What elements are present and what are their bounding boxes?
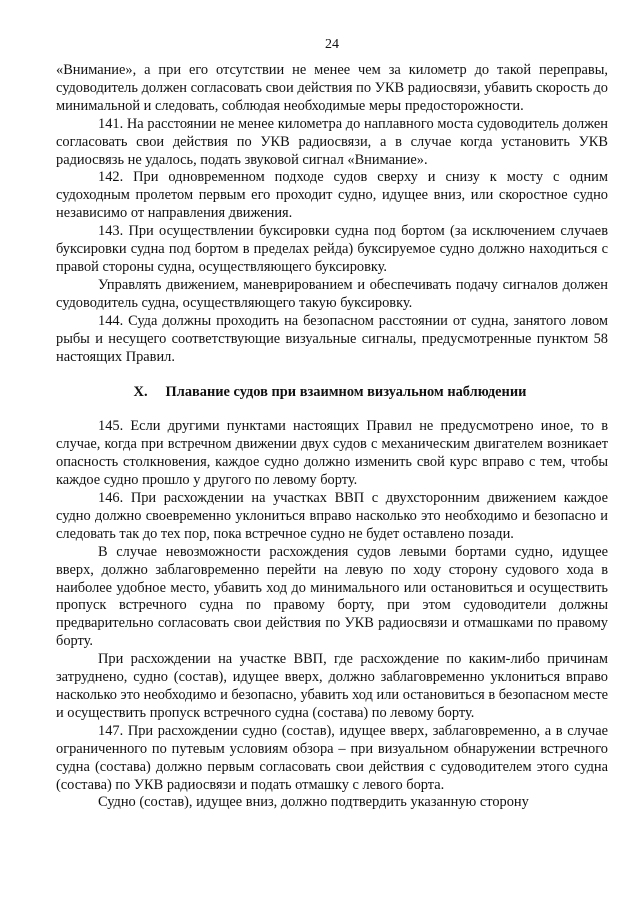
- paragraph-143: 143. При осуществлении буксировки судна под бортом (за исключением случаев буксировки судна под бортом в пределах рейда) буксируемое судно должно находиться с правой стороны судна, осуществляющего буксировку.: [56, 223, 608, 275]
- paragraph-141: 141. На расстоянии не менее километра до наплавного моста судоводитель должен согласовать свои действия по УКВ радиосвязи, а в случае когда установить УКВ радиосвязь не удалось, подать звуковой сигнал «Внимание».: [56, 115, 608, 168]
- paragraph-144: 144. Суда должны проходить на безопасном расстоянии от судна, занятого ловом рыбы и несущего соответствующие визуальные сигналы, предусмотренные пунктом 58 настоящих Правил.: [56, 312, 608, 365]
- paragraph-146-difficult: При расхождении на участке ВВП, где расхождение по каким-либо причинам затруднено, судно (состав), идущее вверх, должно заблаговременно уклониться вправо насколько это необходимо и безопасно, убавить ход или остановиться в безопасном месте и осуществить пропуск встречного судна (состава) по левому борту.: [56, 651, 608, 721]
- paragraph-146: 146. При расхождении на участках ВВП с двухсторонним движением каждое судно должно своевременно уклониться вправо насколько это необходимо и безопасно и следовать так до тех пор, пока встречное судно не будет оставлено позади.: [56, 490, 608, 542]
- paragraph-143-control: Управлять движением, маневрированием и обеспечивать подачу сигналов должен судоводитель судна, осуществляющего такую буксировку.: [56, 276, 608, 311]
- section-title: Плавание судов при взаимном визуальном наблюдении: [165, 384, 527, 401]
- text-block-bottom: [56, 418, 608, 812]
- paragraph-147: 147. При расхождении судно (состав), идущее вверх, заблаговременно, а в случае ограниченного по путевым условиям обзора – при визуальном обнаружении встречного судна (состава) должно первым согласовать свои действия с судоводителем этого судна (состава) по УКВ радиосвязи и подать отмашку с левого борта.: [56, 722, 608, 793]
- paragraph-147-downstream: Судно (состав), идущее вниз, должно подтвердить указанную сторону: [98, 794, 529, 811]
- paragraph-142: 142. При одновременном подходе судов сверху и снизу к мосту с одним судоходным пролетом первым его проходит судно, идущее вниз, или скоростное судно независимо от направления движения.: [56, 169, 608, 222]
- section-number: X.: [133, 384, 148, 401]
- paragraph-146-left-sides: В случае невозможности расхождения судов левыми бортами судно, идущее вверх, должно заблаговременно перейти на левую по ходу сторону судового хода в наиболее удобное место, убавить ход до минимального или остановиться и осуществить пропуск встречного судна по правому борту, при этом судоводители должны предварительно согласовать свои действия по УКВ радиосвязи и отмашками по правому борту.: [56, 543, 608, 650]
- paragraph-145: 145. Если другими пунктами настоящих Правил не предусмотрено иное, то в случае, когда при встречном движении двух судов с механическим двигателем возникает опасность столкновения, каждое судно должно изменить свой курс вправо с тем, чтобы каждое судно прошло у другого по левому борту.: [56, 418, 608, 489]
- page-number: 24: [325, 37, 339, 52]
- paragraph-continuation: «Внимание», а при его отсутствии не менее чем за километр до такой переправы, судоводитель должен согласовать свои действия по УКВ радиосвязи, убавить скорость до минимальной и следовать, соблюдая необходимые меры предосторожности.: [56, 62, 608, 114]
- text-block-top: [56, 62, 608, 366]
- section-heading: [56, 383, 608, 401]
